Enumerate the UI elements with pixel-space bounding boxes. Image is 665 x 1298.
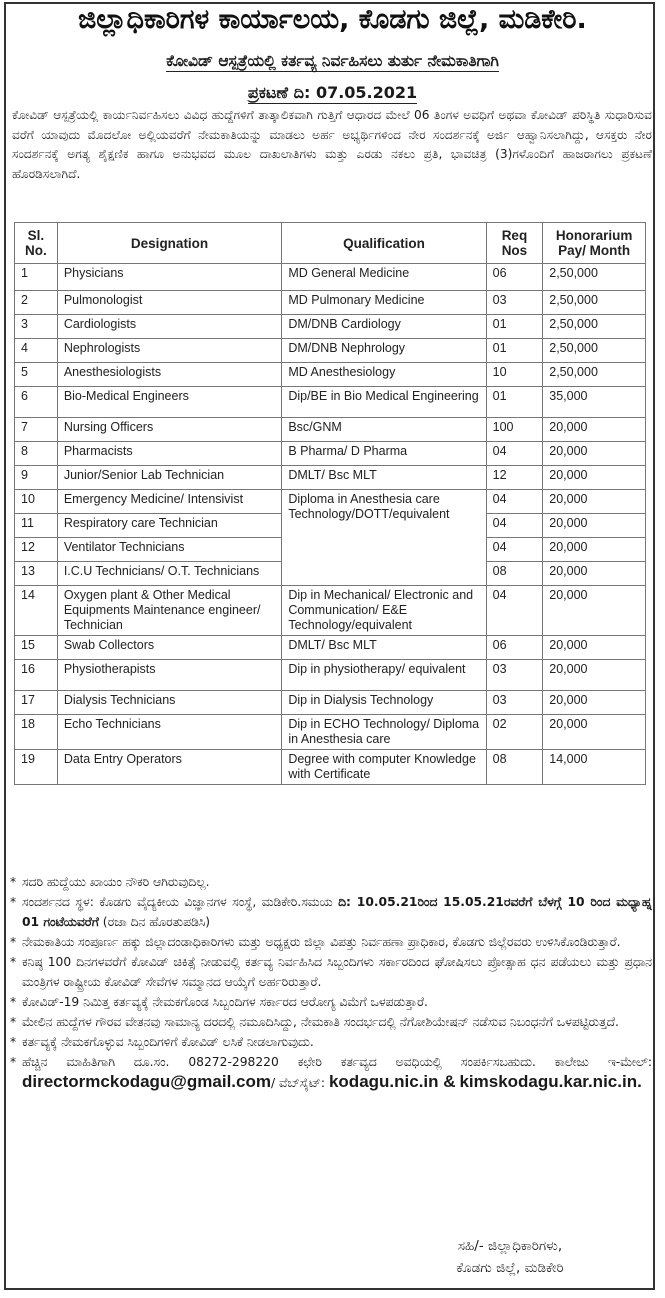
header-qualification: Qualification xyxy=(282,223,486,264)
cell-honorarium: 2,50,000 xyxy=(543,264,646,291)
cell-req-nos: 04 xyxy=(486,490,543,514)
cell-req-nos: 03 xyxy=(486,660,543,691)
cell-designation: Ventilator Technicians xyxy=(57,538,282,562)
bullet-star: * xyxy=(10,1015,17,1029)
cell-honorarium: 20,000 xyxy=(543,660,646,691)
header-designation: Designation xyxy=(57,223,282,264)
bullet-star: * xyxy=(10,1055,17,1069)
table-row xyxy=(15,442,646,466)
table-row xyxy=(15,466,646,490)
cell-req-nos: 06 xyxy=(486,636,543,660)
cell-req-nos: 04 xyxy=(486,586,543,636)
cell-honorarium: 20,000 xyxy=(543,490,646,514)
cell-sl-no: 10 xyxy=(15,490,58,514)
cell-req-nos: 08 xyxy=(486,750,543,785)
cell-req-nos: 04 xyxy=(486,538,543,562)
cell-honorarium: 20,000 xyxy=(543,514,646,538)
notice-date xyxy=(0,83,665,103)
bullet-star: * xyxy=(10,995,17,1009)
intro-paragraph: ಕೋವಿಡ್ ಆಸ್ಪತ್ರೆಯಲ್ಲಿ ಕಾರ್ಯನಿರ್ವಹಿಸಲು ವಿವಿಧ ಹುದ್ದೆಗಳಿಗೆ ತಾತ್ಕಾಲಿಕವಾಗಿ ಗುತ್ತಿಗೆ ಆಧಾರದ ಮೇಲೆ 06 ತಿಂಗಳ ಅವಧಿಗೆ ಅಥವಾ ಕೋವಿಡ್ ಪರಿಸ್ಥಿತಿ ಸುಧಾರಿಸುವ ವರೆಗೆ ಯಾವುದು ಮೊದಲೋ ಅಲ್ಲಿಯವರೆಗೆ ನೇಮಕಾತಿಯನ್ನು ಮಾಡಲು ಅರ್ಹ ಅಭ್ಯರ್ಥಿಗಳಿಂದ ನೇರ ಸಂದರ್ಶನಕ್ಕೆ ಅರ್ಜಿ ಆಹ್ವಾನಿಸಲಾಗಿದ್ದು, ಆಸಕ್ತರು ನೇರ ಸಂದರ್ಶನಕ್ಕೆ ಅಗತ್ಯ ಶೈಕ್ಷಣಿಕ ಹಾಗೂ ಅನುಭವದ ಮೂಲ ದಾಖಲಾತಿಗಳು ಮತ್ತು ಎರಡು ನಕಲು ಪ್ರತಿ, ಭಾವಚಿತ್ರ (3)ಗಳೊಂದಿಗೆ ಹಾಜರಾಗಲು ಪ್ರಕಟಣೆ ಹೊರಡಿಸಲಾಗಿದೆ. xyxy=(12,108,652,181)
header-sl-no: Sl. No. xyxy=(15,223,58,264)
cell-qualification: DMLT/ Bsc MLT xyxy=(282,636,486,660)
table-row xyxy=(15,291,646,315)
cell-sl-no: 12 xyxy=(15,538,58,562)
college-email-link[interactable]: directormckodagu@gmail.com xyxy=(22,1072,271,1091)
table-row xyxy=(15,636,646,660)
cell-qualification: Dip in ECHO Technology/ Diploma in Anesthesia care xyxy=(282,715,486,750)
table-row xyxy=(15,264,646,291)
cell-designation: Oxygen plant & Other Medical Equipments Maintenance engineer/ Technician xyxy=(57,586,282,636)
cell-req-nos: 04 xyxy=(486,442,543,466)
cell-sl-no: 11 xyxy=(15,514,58,538)
cell-designation: Physiotherapists xyxy=(57,660,282,691)
cell-sl-no: 5 xyxy=(15,363,58,387)
cell-req-nos: 03 xyxy=(486,291,543,315)
note-text: ಕನಿಷ್ಠ 100 ದಿನಗಳವರೆಗೆ ಕೋವಿಡ್ ಚಿಕಿತ್ಸೆ ನೀಡುವಲ್ಲಿ ಕರ್ತವ್ಯ ನಿರ್ವಹಿಸಿದ ಸಿಬ್ಬಂದಿಗಳು ಸರ್ಕಾರದಿಂದ ಘೋಷಿಸಲು ಪ್ರೋತ್ಸಾಹ ಧನ ಪಡೆಯಲು ಮತ್ತು ಪ್ರಧಾನ ಮಂತ್ರಿಗಳ ರಾಷ್ಟ್ರೀಯ ಕೋವಿಡ್ ಸೇವೆಗಳ ಸಮ್ಮಾನದ ಆಯ್ಕೆಗೆ ಅರ್ಹರಿರುತ್ತಾರೆ. xyxy=(22,955,652,989)
cell-qualification: Degree with computer Knowledge with Certificate xyxy=(282,750,486,785)
cell-honorarium: 2,50,000 xyxy=(543,315,646,339)
table-row xyxy=(15,750,646,785)
cell-designation: Nursing Officers xyxy=(57,418,282,442)
cell-req-nos: 01 xyxy=(486,315,543,339)
signature-line-1: ಸಹಿ/- ಜಿಲ್ಲಾಧಿಕಾರಿಗಳು, xyxy=(457,1238,563,1254)
note-item xyxy=(10,1012,652,1032)
table-row xyxy=(15,339,646,363)
cell-honorarium: 35,000 xyxy=(543,387,646,418)
cell-designation: I.C.U Technicians/ O.T. Technicians xyxy=(57,562,282,586)
cell-sl-no: 2 xyxy=(15,291,58,315)
cell-honorarium: 20,000 xyxy=(543,418,646,442)
table-row xyxy=(15,315,646,339)
note-text: ಮೇಲಿನ ಹುದ್ದೆಗಳ ಗೌರವ ವೇತನವು ಸಾಮಾನ್ಯ ದರದಲ್ಲಿ ನಮೂದಿಸಿದ್ದು, ನೇಮಕಾತಿ ಸಂದರ್ಭದಲ್ಲಿ ನೆಗೋಶಿಯೇಷನ್ ನಡೆಸುವ ನಿಬಂಧನೆಗೆ ಒಳಪಟ್ಟಿರುತ್ತದೆ. xyxy=(22,1015,619,1029)
cell-honorarium: 2,50,000 xyxy=(543,291,646,315)
table-row xyxy=(15,490,646,514)
cell-req-nos: 08 xyxy=(486,562,543,586)
cell-honorarium: 20,000 xyxy=(543,442,646,466)
cell-qualification: DMLT/ Bsc MLT xyxy=(282,466,486,490)
table-row xyxy=(15,418,646,442)
cell-sl-no: 9 xyxy=(15,466,58,490)
cell-designation: Cardiologists xyxy=(57,315,282,339)
cell-designation: Nephrologists xyxy=(57,339,282,363)
table-header-row xyxy=(15,223,646,264)
notice-subtitle xyxy=(0,52,665,71)
cell-sl-no: 6 xyxy=(15,387,58,418)
cell-honorarium: 2,50,000 xyxy=(543,363,646,387)
vacancy-table xyxy=(14,222,646,785)
interview-schedule: ದಿ: 10.05.21ರಿಂದ 15.05.21ರವರೆಗೆ ಬೆಳಗ್ಗೆ 10 ರಿಂದ ಮಧ್ಯಾಹ್ನ 01 ಗಂಟೆಯವರೆಗೆ xyxy=(22,895,652,929)
note-item xyxy=(10,932,652,952)
table-row xyxy=(15,363,646,387)
cell-qualification: B Pharma/ D Pharma xyxy=(282,442,486,466)
note-text: ಹೆಚ್ಚಿನ ಮಾಹಿತಿಗಾಗಿ ದೂ.ಸಂ. 08272-298220 ಕಛೇರಿ ಕರ್ತವ್ಯದ ಅವಧಿಯಲ್ಲಿ ಸಂಪರ್ಕಿಸಬಹುದು. ಕಾಲೇಜು ಇ-ಮೇಲ್: xyxy=(22,1055,652,1069)
cell-designation: Pharmacists xyxy=(57,442,282,466)
cell-honorarium: 20,000 xyxy=(543,636,646,660)
cell-req-nos: 06 xyxy=(486,264,543,291)
cell-honorarium: 2,50,000 xyxy=(543,339,646,363)
notice-subtitle-text: ಕೋವಿಡ್ ಆಸ್ಪತ್ರೆಯಲ್ಲಿ ಕರ್ತವ್ಯ ನಿರ್ವಹಿಸಲು ತುರ್ತು ನೇಮಕಾತಿಗಾಗಿ xyxy=(166,52,499,70)
cell-sl-no: 14 xyxy=(15,586,58,636)
cell-designation: Echo Technicians xyxy=(57,715,282,750)
cell-qualification: Bsc/GNM xyxy=(282,418,486,442)
table-row xyxy=(15,387,646,418)
cell-honorarium: 20,000 xyxy=(543,562,646,586)
website-link-kodagu[interactable]: kodagu.nic.in & xyxy=(328,1072,456,1091)
note-item xyxy=(10,1052,652,1093)
cell-designation: Dialysis Technicians xyxy=(57,691,282,715)
cell-req-nos: 01 xyxy=(486,339,543,363)
cell-qualification: Dip in Mechanical/ Electronic and Communication/ E&E Technology/equivalent xyxy=(282,586,486,636)
cell-sl-no: 17 xyxy=(15,691,58,715)
cell-req-nos: 12 xyxy=(486,466,543,490)
note-text: ನೇಮಕಾತಿಯ ಸಂಪೂರ್ಣ ಹಕ್ಕು ಜಿಲ್ಲಾದಂಡಾಧಿಕಾರಿಗಳು ಮತ್ತು ಅಧ್ಯಕ್ಷರು ಜಿಲ್ಲಾ ವಿಪತ್ತು ನಿರ್ವಹಣಾ ಪ್ರಾಧಿಕಾರ, ಕೊಡಗು ಜಿಲ್ಲೆರವರು ಉಳಿಸಿಕೊಂಡಿರುತ್ತಾರೆ. xyxy=(22,935,621,949)
table-row xyxy=(15,691,646,715)
cell-designation: Emergency Medicine/ Intensivist xyxy=(57,490,282,514)
bullet-star: * xyxy=(10,1035,17,1049)
cell-designation: Bio-Medical Engineers xyxy=(57,387,282,418)
cell-sl-no: 19 xyxy=(15,750,58,785)
cell-sl-no: 18 xyxy=(15,715,58,750)
note-item xyxy=(10,952,652,992)
cell-designation: Swab Collectors xyxy=(57,636,282,660)
cell-honorarium: 14,000 xyxy=(543,750,646,785)
cell-sl-no: 16 xyxy=(15,660,58,691)
cell-designation: Respiratory care Technician xyxy=(57,514,282,538)
header-honorarium: Honorarium Pay/ Month xyxy=(543,223,646,264)
cell-honorarium: 20,000 xyxy=(543,538,646,562)
bullet-star: * xyxy=(10,935,17,949)
note-item xyxy=(10,872,652,892)
cell-qualification: MD Anesthesiology xyxy=(282,363,486,387)
bullet-star: * xyxy=(10,955,17,969)
header-req-nos: Req Nos xyxy=(486,223,543,264)
cell-sl-no: 4 xyxy=(15,339,58,363)
cell-honorarium: 20,000 xyxy=(543,691,646,715)
cell-sl-no: 15 xyxy=(15,636,58,660)
cell-sl-no: 13 xyxy=(15,562,58,586)
cell-sl-no: 3 xyxy=(15,315,58,339)
note-text: (ರಜಾ ದಿನ ಹೊರತುಪಡಿಸಿ) xyxy=(98,915,211,929)
cell-qualification: MD Pulmonary Medicine xyxy=(282,291,486,315)
note-text: ಸಂದರ್ಶನದ ಸ್ಥಳ: ಕೊಡಗು ವೈದ್ಯಕೀಯ ವಿಜ್ಞಾನಗಳ ಸಂಸ್ಥೆ, ಮಡಿಕೇರಿ.ಸಮಯ xyxy=(22,895,339,909)
cell-qualification: Dip in physiotherapy/ equivalent xyxy=(282,660,486,691)
cell-sl-no: 8 xyxy=(15,442,58,466)
table-row xyxy=(15,715,646,750)
cell-honorarium: 20,000 xyxy=(543,586,646,636)
note-text: ಕೋವಿಡ್-19 ನಿಮಿತ್ತ ಕರ್ತವ್ಯಕ್ಕೆ ನೇಮಕಗೊಂಡ ಸಿಬ್ಬಂದಿಗಳ ಸರ್ಕಾರದ ಆರೋಗ್ಯ ವಿಮೆಗೆ ಒಳಪಡುತ್ತಾರೆ. xyxy=(22,995,428,1009)
cell-req-nos: 100 xyxy=(486,418,543,442)
signature-line-2: ಕೊಡಗು ಜಿಲ್ಲೆ, ಮಡಿಕೇರಿ xyxy=(456,1260,564,1276)
cell-qualification: Dip/BE in Bio Medical Engineering xyxy=(282,387,486,418)
cell-designation: Pulmonologist xyxy=(57,291,282,315)
cell-req-nos: 10 xyxy=(486,363,543,387)
note-text: ಸದರಿ ಹುದ್ದೆಯು ಖಾಯಂ ನೌಕರಿ ಆಗಿರುವುದಿಲ್ಲ. xyxy=(22,875,210,889)
cell-qualification: DM/DNB Cardiology xyxy=(282,315,486,339)
cell-req-nos: 04 xyxy=(486,514,543,538)
website-label: / ವೆಬ್‌ಸೈಟ್: xyxy=(270,1076,329,1090)
signature-block xyxy=(400,1235,620,1279)
notice-date-text: ಪ್ರಕಟಣೆ ದಿ: 07.05.2021 xyxy=(247,83,418,102)
website-link-kims[interactable]: kimskodagu.kar.nic.in. xyxy=(459,1072,642,1091)
office-title: ಜಿಲ್ಲಾಧಿಕಾರಿಗಳ ಕಾರ್ಯಾಲಯ, ಕೊಡಗು ಜಿಲ್ಲೆ, ಮಡಿಕೇರಿ. xyxy=(78,4,587,35)
bullet-star: * xyxy=(10,895,17,909)
cell-designation: Data Entry Operators xyxy=(57,750,282,785)
bullet-star: * xyxy=(10,875,17,889)
cell-honorarium: 20,000 xyxy=(543,466,646,490)
note-item xyxy=(10,1032,652,1052)
note-item xyxy=(10,892,652,932)
note-text: ಕರ್ತವ್ಯಕ್ಕೆ ನೇಮಕಗೊಳ್ಳುವ ಸಿಬ್ಬಂದಿಗಳಿಗೆ ಕೋವಿಡ್ ಲಸಿಕೆ ನೀಡಲಾಗುವುದು. xyxy=(22,1035,314,1049)
cell-req-nos: 01 xyxy=(486,387,543,418)
cell-qualification: Diploma in Anesthesia care Technology/DOTT/equivalent xyxy=(282,490,486,586)
cell-sl-no: 7 xyxy=(15,418,58,442)
notes-section xyxy=(10,872,652,1093)
cell-req-nos: 03 xyxy=(486,691,543,715)
cell-sl-no: 1 xyxy=(15,264,58,291)
note-item xyxy=(10,992,652,1012)
cell-req-nos: 02 xyxy=(486,715,543,750)
cell-designation: Anesthesiologists xyxy=(57,363,282,387)
table-row xyxy=(15,586,646,636)
cell-designation: Junior/Senior Lab Technician xyxy=(57,466,282,490)
cell-designation: Physicians xyxy=(57,264,282,291)
cell-qualification: DM/DNB Nephrology xyxy=(282,339,486,363)
cell-qualification: MD General Medicine xyxy=(282,264,486,291)
cell-honorarium: 20,000 xyxy=(543,715,646,750)
cell-qualification: Dip in Dialysis Technology xyxy=(282,691,486,715)
table-row xyxy=(15,660,646,691)
